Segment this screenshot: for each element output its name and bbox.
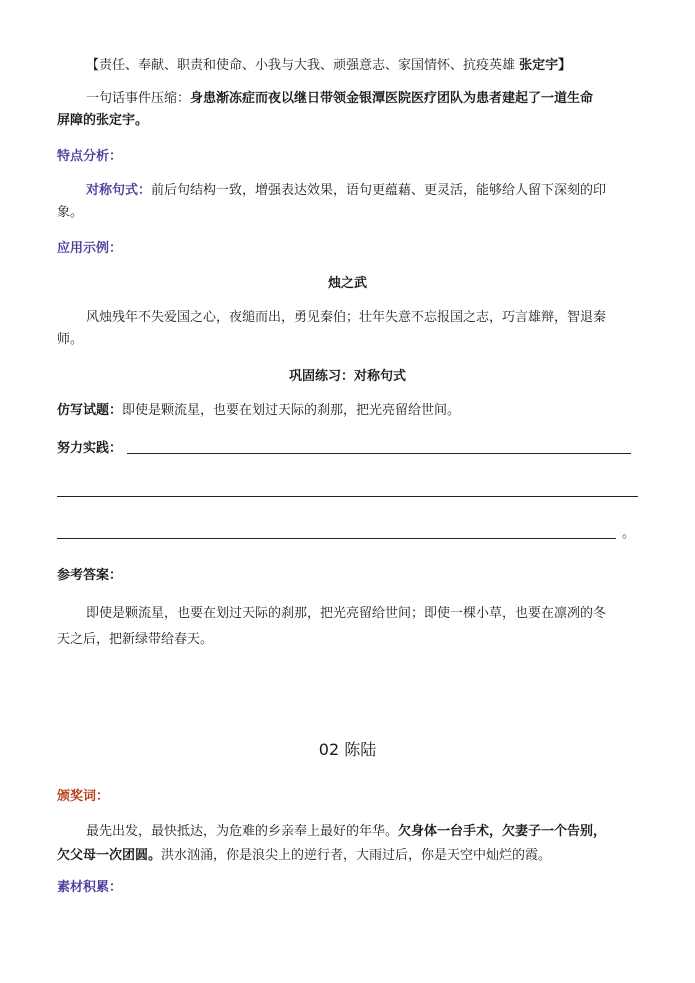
award-line-1: [86, 822, 606, 842]
award-text-2: 洪水汹涌，你是浪尖上的逆行者，大雨过后，你是天空中灿烂的霞。: [161, 848, 552, 863]
example-heading: 应用示例：: [57, 241, 123, 256]
award-text-1: 最先出发，最快抵达，为危难的乡亲奉上最好的年华。: [86, 824, 399, 839]
answer-blank-2[interactable]: [57, 496, 638, 497]
award-emphasis-2: 欠父母一次团圆。: [57, 848, 162, 863]
summary-line-1: [86, 89, 593, 109]
answer-text-2: 天之后，把新绿带给春天。: [57, 632, 214, 647]
feature-line-1: [86, 181, 606, 201]
feature-heading: 特点分析：: [57, 149, 123, 164]
imitate-text: 即使是颗流星，也要在划过天际的刹那，把光亮留给世间。: [122, 403, 461, 418]
tags-hero-name: 张定宇】: [519, 58, 572, 73]
tags-text: 【责任、奉献、职责和使命、小我与大我、顽强意志、家国情怀、抗疫英雄: [86, 58, 516, 73]
summary-text-1: 身患渐冻症而夜以继日带领金银潭医院医疗团队为患者建起了一道生命: [190, 91, 594, 106]
award-line-2: [57, 846, 551, 866]
feature-text-1: 前后句结构一致，增强表达效果，语句更蕴藉、更灵活，能够给人留下深刻的印: [151, 183, 607, 198]
answer-blank-3[interactable]: [57, 538, 616, 539]
answer-text-1: 即使是颗流星，也要在划过天际的刹那，把光亮留给世间；即使一棵小草，也要在凛冽的冬: [86, 606, 607, 621]
feature-text-2: 象。: [57, 205, 84, 220]
example-title: 烛之武: [327, 276, 367, 291]
imitate-line: [57, 401, 460, 421]
tags-line: [86, 56, 571, 76]
answer-blank-1[interactable]: [127, 453, 631, 454]
award-emphasis-1: 欠身体一台手术，欠妻子一个告别，: [398, 824, 607, 839]
section-title: 02 陈陆: [318, 740, 377, 759]
award-heading: 颁奖词：: [57, 789, 110, 804]
summary-text-2: 屏障的张定宇。: [57, 113, 149, 128]
practice-title: 巩固练习：对称句式: [288, 369, 406, 384]
material-heading: 素材积累：: [57, 880, 123, 895]
end-mark: 。: [622, 526, 636, 541]
feature-label: 对称句式：: [86, 183, 152, 198]
example-text-1: 风烛残年不失爱国之心，夜缒而出，勇见秦伯；壮年失意不忘报国之志，巧言雄辩，智退秦: [86, 310, 607, 325]
answer-heading: 参考答案：: [57, 568, 123, 583]
practice-label: 努力实践：: [57, 441, 123, 456]
imitate-label: 仿写试题：: [57, 403, 123, 418]
summary-label: 一句话事件压缩：: [86, 91, 191, 106]
example-text-2: 师。: [57, 332, 84, 347]
